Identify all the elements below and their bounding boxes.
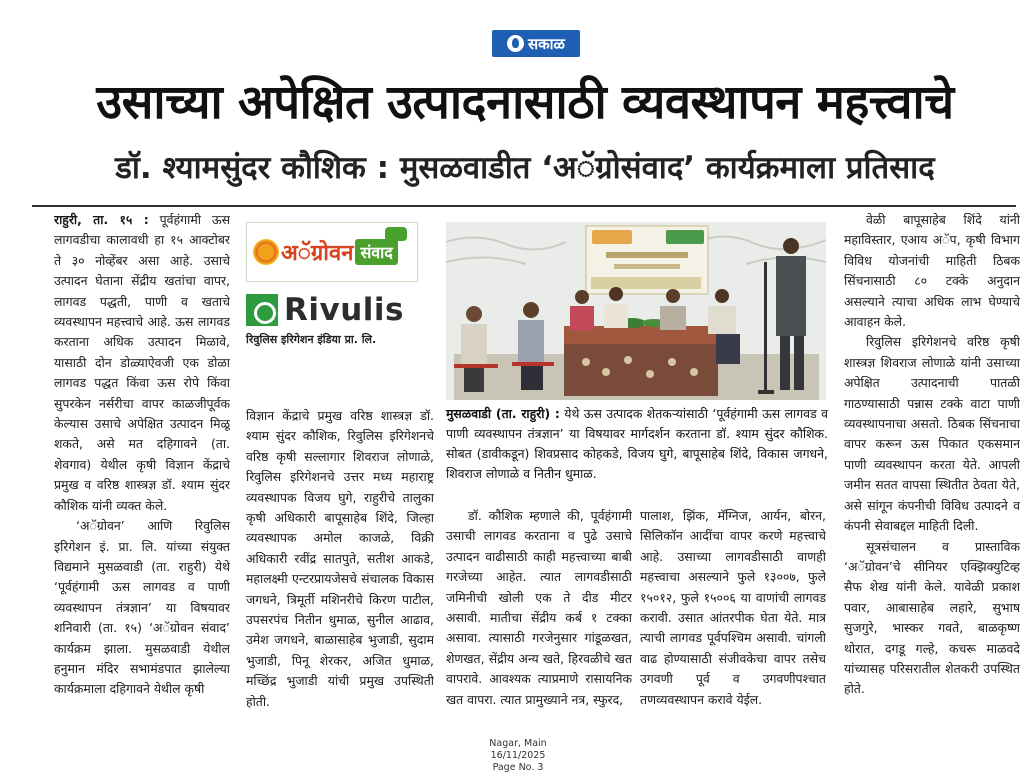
caption-text: येथे ऊस उत्पादक शेतकऱ्यांसाठी ‘पूर्वहंगामी ऊस लागवड व पाणी व्यवस्थापन तंत्रज्ञान’ या विषयावर मार्गदर्शन करताना डॉ. श्याम सुंदर कौशिक. सोबत (डावीकडून) शिवप्रसाद कोहकडे, विजय घुगे, बापूसाहेब शिंदे, विकास जगधने, शिवराज लोणाळे व नितीन धुमाळ. — [446, 406, 828, 481]
stage-event-photo — [446, 222, 826, 400]
article-column-5 — [844, 210, 1020, 766]
rivulis-subtitle: रिवुलिस इरिगेशन इंडिया प्रा. लि. — [246, 333, 377, 346]
column1-paragraph-2: ‘अॅग्रोवन’ आणि रिवुलिस इरिगेशन इं. प्रा. लि. यांच्या संयुक्त विद्यमाने मुसळवाडी (ता. राहुरी) येथे ‘पूर्वहंगामी ऊस लागवड व पाणी व्यवस्थापन तंत्रज्ञान’ या विषयावर शनिवारी (ता. १५) ‘अॅग्रोवन संवाद’ कार्यक्रम झाला. मुसळवाडी येथील हनुमान मंदिर सभामंडपात झालेल्या कार्यक्रमाला दहिगावने येथील कृषी — [54, 518, 230, 697]
event-photo — [446, 222, 826, 400]
article-column-3 — [446, 506, 632, 768]
rivulis-logo — [246, 292, 420, 328]
headline-divider — [32, 205, 1016, 207]
samvad-badge: संवाद — [355, 239, 397, 265]
column2-paragraph-1: विज्ञान केंद्राचे प्रमुख वरिष्ठ शास्त्रज्ञ डॉ. श्याम सुंदर कौशिक, रिवुलिस इरिगेशनचे वरिष्ठ कृषी सल्लागार शिवराज लोणाळे, रिवुलिस इरिगेशनचे उत्तर मध्य महाराष्ट्र व्यवस्थापक विजय घुगे, राहुरीचे तालुका कृषी अधिकारी बापूसाहेब शिंदे, जिल्हा व्यवस्थापक अमोल काजळे, विक्री अधिकारी रवींद्र सातपुते, सतीश आकडे, महालक्ष्मी एन्टरप्रायजेसचे संचालक विकास जगधने, त्रिमूर्ती मशिनरीचे किरण पाटील, उपसरपंच नितीन धुमाळ, सुनील आढाव, उमेश जगधने, बाळासाहेब भुजाडी, सुदाम भुजाडी, पिनू शेरकर, अजित धुमाळ, मच्छिंद्र भुजाडी यांची प्रमुख उपस्थिती होती. — [246, 408, 434, 709]
headline: उसाच्या अपेक्षित उत्पादनासाठी व्यवस्थापन महत्त्वाचे — [96, 75, 954, 130]
chat-bubble-icon — [385, 227, 407, 241]
article-column-2 — [246, 406, 434, 766]
column5-paragraph-1: वेळी बापूसाहेब शिंदे यांनी महाविस्तार, एआय अॅप, कृषी विभाग विविध योजनांची माहिती ठिबक सिंचनासाठी ८० टक्के अनुदान असल्याने त्याचा अधिक लाभ घेण्याचे आवाहन केले. — [844, 212, 1020, 330]
newspaper-logo-icon — [507, 35, 524, 52]
masthead-name: सकाळ — [528, 34, 565, 53]
masthead-logo — [492, 30, 580, 57]
article-column-1 — [54, 210, 230, 766]
photo-caption — [446, 404, 828, 484]
page-footer — [478, 738, 558, 774]
rivulis-name: Rivulis — [284, 292, 404, 328]
date-page-label: 16/11/2025 Page No. 3 — [490, 750, 546, 773]
column4-paragraph-1: पालाश, झिंक, मॅग्निज, आर्यन, बोरन, सिलिकॉन आदींचा वापर करणे महत्त्वाचे आहे. उसाच्या लागवडीसाठी वाणही महत्त्वाचा असल्याने फुले १३००७, फुले १५०१२, फुले १५००६ या वाणांची लागवड करावी. उसात आंतरपीक घेता येते. मात्र त्याची लागवड पूर्वपश्चिम असावी. चांगली वाढ होण्यासाठी संजीवकेचा वापर तसेच उगवणी पूर्व व उगवणीपश्चात तणव्यवस्थापन करावे येईल. — [640, 508, 826, 707]
sun-logo-icon — [253, 239, 279, 265]
dateline: राहुरी, ता. १५ : — [54, 212, 149, 227]
column1-paragraph-1: पूर्वहंगामी ऊस लागवडीचा कालावधी हा १५ आक्टोबर ते ३० नोव्हेंबर असा आहे. उसाचे उत्पादन घेताना सेंद्रीय खतांचा वापर, लागवड पद्धती, पाणी व खताचे व्यवस्थापन महत्त्वाचे आहे. ऊस लागवड करताना अधिक उत्पादन मिळावे, यासाठी दोन डोळ्याऐवजी एक डोळा लागवड पद्धत किंवा ऊस रोपे किंवा सुपरकेन नर्सरीचा वापर काळजीपूर्वक केल्यास उसाचे अपेक्षित उत्पादन मिळू शकते, असे मत दहिगावने (ता. शेवगाव) येथील कृषी विज्ञान केंद्राचे प्रमुख व वरिष्ठ शास्त्रज्ञ डॉ. श्याम सुंदर कौशिक यांनी व्यक्त केले. — [54, 212, 230, 513]
agrowon-name: अॅग्रोवन — [281, 241, 354, 266]
article-column-4 — [640, 506, 826, 768]
rivulis-logo-icon — [246, 294, 278, 326]
edition-label: Nagar, Main — [489, 738, 547, 749]
column5-paragraph-3: सूत्रसंचालन व प्रास्ताविक ‘अॅग्रोवन’चे सीनियर एक्झिक्युटिव्ह सैफ शेख यांनी केले. यावेळी प्रकाश पवार, आबासाहेब लहारे, सुभाष सुजगुरे, भास्कर गवते, बाळकृष्ण थोरात, दगडू गल्हे, कचरू माळवदे यांच्यासह परिसरातील शेतकरी उपस्थित होते. — [844, 538, 1020, 697]
subheadline: डॉ. श्यामसुंदर कौशिक : मुसळवाडीत ‘अॅग्रोसंवाद’ कार्यक्रमाला प्रतिसाद — [115, 150, 935, 186]
column3-paragraph-1: डॉ. कौशिक म्हणाले की, पूर्वहंगामी उसाची लागवड करताना व पुढे उसाचे उत्पादन वाढीसाठी काही महत्त्वाच्या बाबी गरजेच्या आहेत. त्यात लागवडीसाठी जमिनीची खोली एक ते दीड मीटर असावी. मातीचा सेंद्रीय कर्ब १ टक्का असावा. त्यासाठी गरजेनुसार गांडूळखत, शेणखत, सेंद्रीय अन्य खते, हिरवळीचे खत वापरावे. आवश्यक त्याप्रमाणे रासायनिक खत वापरा. त्यात प्रामुख्याने नत्र, स्फुरद, — [446, 508, 632, 707]
sponsor-logos — [246, 222, 420, 352]
column5-paragraph-2: रिवुलिस इरिगेशनचे वरिष्ठ कृषी शास्त्रज्ञ शिवराज लोणाळे यांनी उसाच्या अपेक्षित उत्पादनाची पातळी गाठण्यासाठी पन्नास टक्के वाटा पाणी व्यवस्थापनाचा असतो. ठिबक सिंचनाचा वापर करून ऊस पिकात एकसमान पाणी व्यवस्थापन करता येते. आपली जमीन सतत वापसा स्थितीत ठेवता येते, असे सांगून कंपनीची विविध उत्पादने व कंपनी सेवाबद्दल माहिती दिली. — [844, 334, 1020, 534]
caption-place: मुसळवाडी (ता. राहुरी) : — [446, 406, 560, 421]
agrowon-samvad-logo — [246, 222, 418, 282]
